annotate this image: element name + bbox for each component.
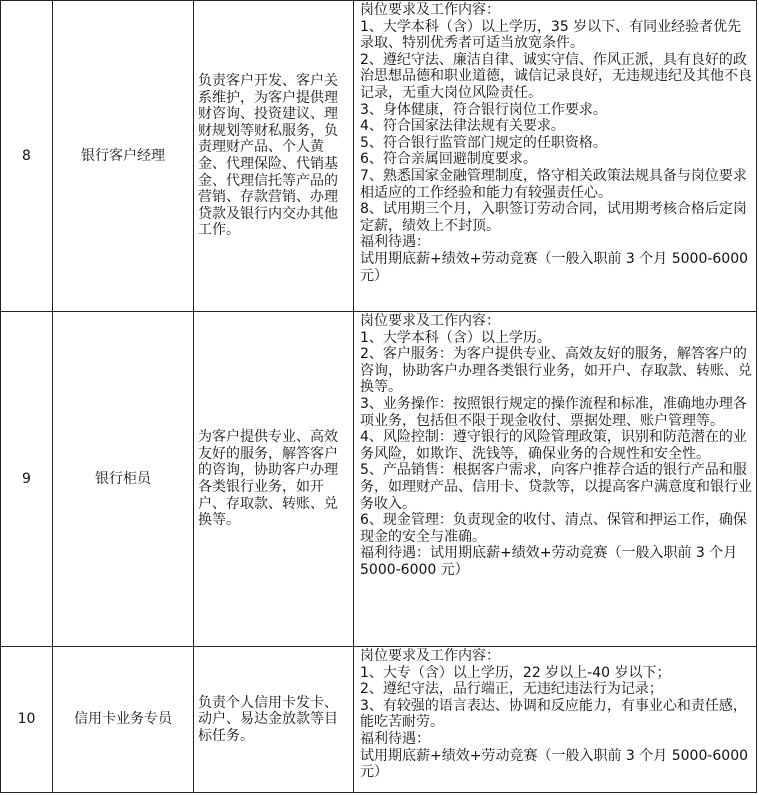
requirement-line: 2、遵纪守法，品行端正，无违纪违法行为记录；: [360, 681, 663, 698]
job-requirements: [354, 1, 757, 312]
requirement-line: 1、大专（含）以上学历，22 岁以上-40 岁以下；: [360, 664, 671, 681]
job-title: 银行柜员: [53, 312, 194, 647]
requirement-line: 3、有较强的语言表达、协调和反应能力，有事业心和责任感，能吃苦耐劳。: [360, 697, 747, 731]
job-duty-text: 负责客户开发、客户关系维护，为客户提供理财咨询、投资建议、理财规划等财私服务，负责理财产品、个人黄金、代理保险、代销基金、代理信托等产品的营销、存款营销、办理贷款及银行内交办其他工作。: [198, 73, 338, 239]
table-row: [1, 1, 757, 312]
requirement-line: 4、符合国家法律法规有关要求。: [360, 118, 565, 135]
row-number: 9: [1, 312, 53, 647]
requirement-line: 2、客户服务：为客户提供专业、高效友好的服务，解答客户的咨询，协助客户办理各类银行业务，如开户、存取款、转账、兑换等。: [360, 346, 752, 396]
requirement-line: 福利待遇：: [360, 730, 430, 747]
job-title: 银行客户经理: [53, 1, 194, 312]
job-duty-text: 负责个人信用卡发卡、动户、易达金放款等目标任务。: [198, 694, 338, 744]
requirement-line: 岗位要求及工作内容：: [360, 648, 500, 664]
table-row: [1, 312, 757, 647]
requirement-line: 试用期底薪+绩效+劳动竞赛（一般入职前 3 个月 5000-6000 元）: [360, 250, 749, 284]
requirement-line: 5、符合银行监管部门规定的任职资格。: [360, 134, 607, 151]
requirement-line: 1、大学本科（含）以上学历，35 岁以下、有同业经验者优先录取、特别优秀者可适当放宽条件。: [360, 18, 742, 52]
requirement-line: 6、符合亲属回避制度要求。: [360, 151, 537, 168]
requirement-line: 1、大学本科（含）以上学历。: [360, 329, 551, 346]
requirement-line: 福利待遇：: [360, 234, 430, 251]
table-row: [1, 647, 757, 793]
row-number: 8: [1, 1, 53, 312]
requirement-line: 3、业务操作：按照银行规定的操作流程和标准，准确地办理各项业务，包括但不限于现金收付、票据处理、账户管理等。: [360, 395, 747, 429]
job-duty: [194, 647, 354, 793]
requirement-line: 岗位要求及工作内容：: [360, 313, 500, 329]
requirement-line: 3、身体健康，符合银行岗位工作要求。: [360, 101, 607, 118]
requirement-line: 6、现金管理：负责现金的收付、清点、保管和押运工作，确保现金的安全与准确。: [360, 512, 747, 545]
requirement-line: 试用期底薪+绩效+劳动竞赛（一般入职前 3 个月 5000-6000 元）: [360, 747, 749, 781]
job-duty-text: 为客户提供专业、高效友好的服务，解答客户的咨询，协助客户办理各类银行业务，如开户、存取款、转账、兑换等。: [198, 429, 338, 529]
requirement-line: 2、遵纪守法、廉洁自律、诚实守信、作风正派，具有良好的政治思想品德和职业道德，诚信记录良好，无违规违纪及其他不良记录，无重大岗位风险责任。: [360, 51, 752, 101]
requirement-line: 福利待遇：试用期底薪+绩效+劳动竞赛（一般入职前 3 个月 5000-6000 元）: [360, 545, 738, 578]
job-requirements: [354, 312, 757, 647]
requirement-line: 4、风险控制：遵守银行的风险管理政策，识别和防范潜在的业务风险，如欺诈、洗钱等，确保业务的合规性和安全性。: [360, 429, 747, 462]
requirement-line: 7、熟悉国家金融管理制度，恪守相关政策法规具备与岗位要求相适应的工作经验和能力有较强责任心。: [360, 167, 747, 201]
requirement-line: 8、试用期三个月，入职签订劳动合同，试用期考核合格后定岗定薪，绩效上不封顶。: [360, 201, 747, 234]
requirement-line: 岗位要求及工作内容：: [360, 2, 500, 18]
job-title: 信用卡业务专员: [53, 647, 194, 793]
job-requirements: [354, 647, 757, 793]
job-duty: [194, 1, 354, 312]
job-duty: [194, 312, 354, 647]
requirement-line: 5、产品销售：根据客户需求，向客户推荐合适的银行产品和服务，如理财产品、信用卡、贷款等，以提高客户满意度和银行业务收入。: [360, 462, 752, 512]
row-number: 10: [1, 647, 53, 793]
